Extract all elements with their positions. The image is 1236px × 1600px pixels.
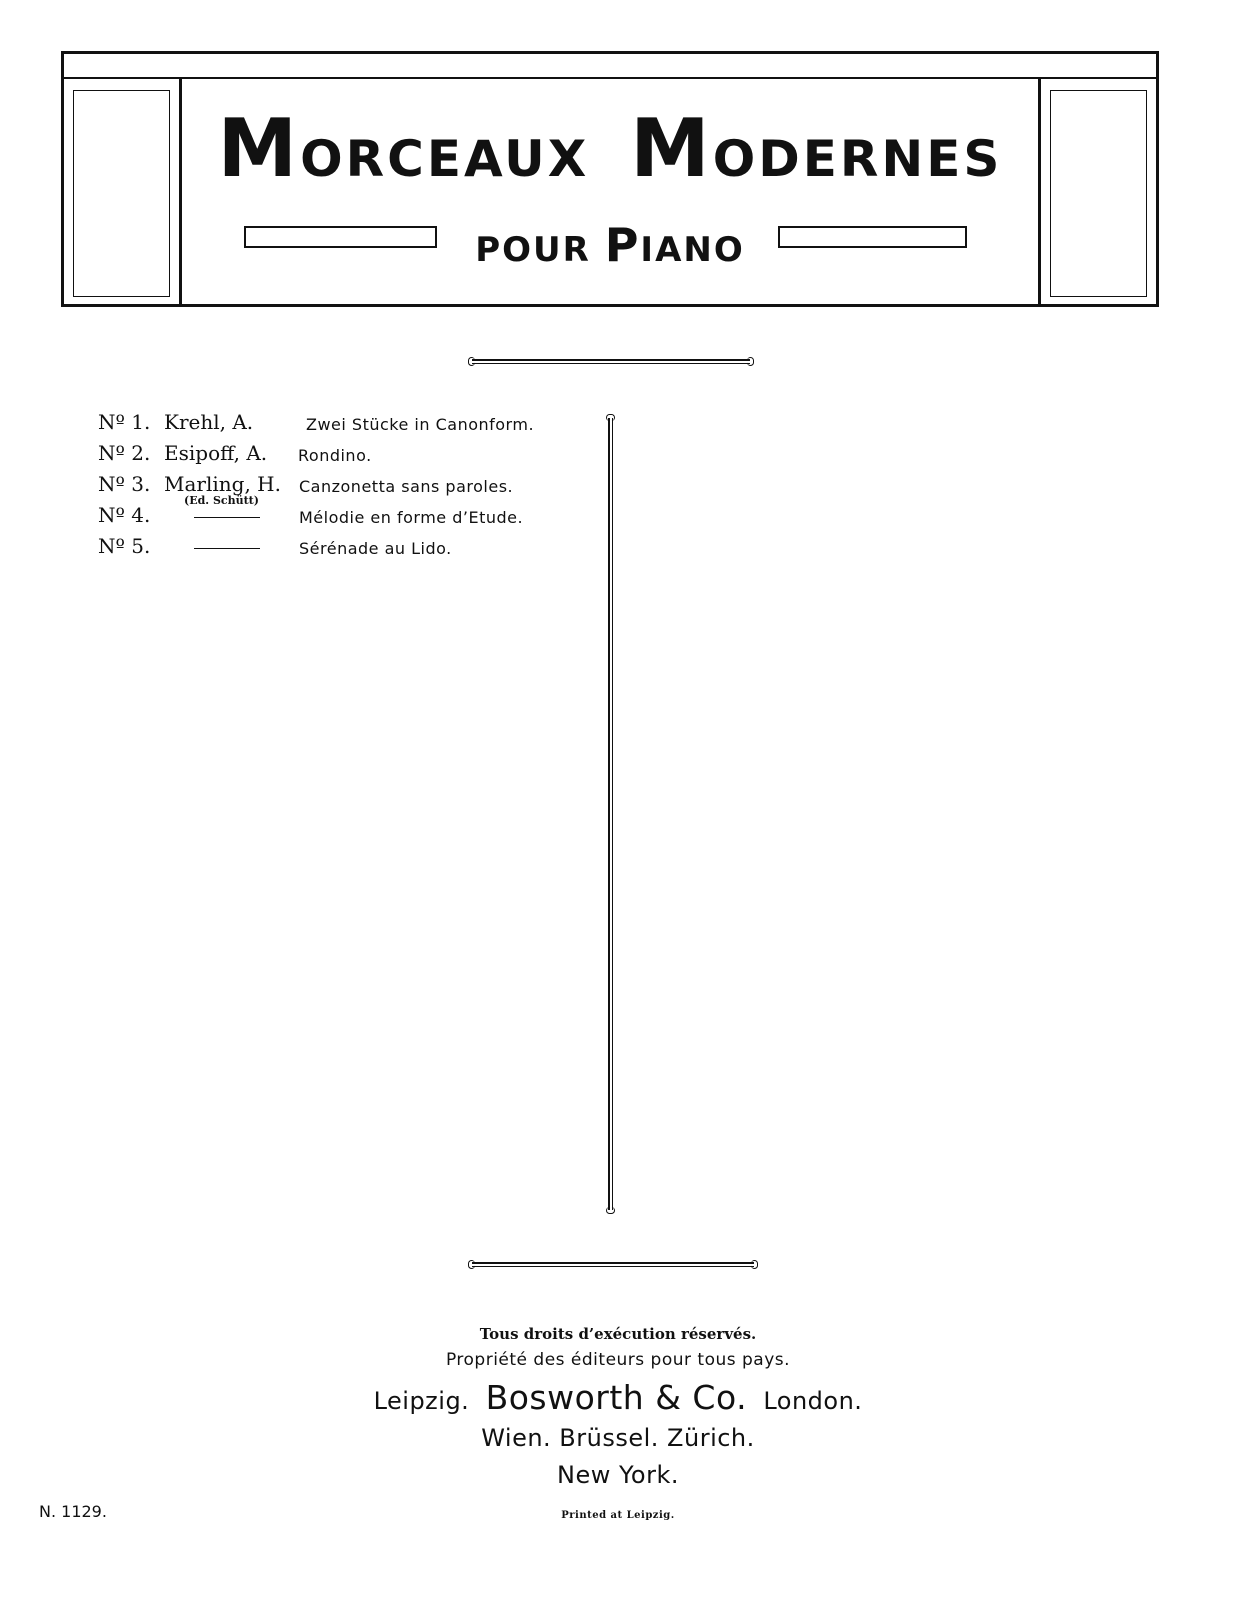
left-ornament-panel	[64, 79, 182, 304]
item-number: Nº 5.	[98, 534, 151, 558]
city-left: Leipzig.	[373, 1387, 470, 1415]
list-item	[98, 410, 598, 441]
title-frame	[61, 51, 1159, 307]
title-word-1: ORCEAUX	[300, 130, 590, 188]
city-right: London.	[763, 1387, 863, 1415]
publisher-line	[0, 1378, 1236, 1417]
subtitle-word-2: IANO	[640, 230, 745, 270]
plate-number: N. 1129.	[39, 1502, 107, 1521]
right-ornament-panel	[1038, 79, 1156, 304]
frame-top-band	[64, 77, 1156, 79]
subtitle-word-1: POUR	[475, 230, 591, 270]
work-title: Sérénade au Lido.	[299, 539, 452, 558]
list-item	[98, 472, 598, 503]
subtitle-right-box	[778, 226, 967, 248]
performance-rights-notice: Tous droits d’exécution réservés.	[479, 1325, 757, 1343]
publisher-name: Bosworth & Co.	[485, 1378, 748, 1417]
composer-name: Marling, H.	[164, 472, 281, 496]
page-title	[184, 102, 1036, 195]
subtitle-row	[184, 214, 1036, 272]
list-item	[98, 494, 598, 534]
title-word-2: ODERNES	[712, 130, 1003, 188]
subtitle-initial: P	[604, 218, 641, 272]
right-panel-inner-box	[1050, 90, 1147, 297]
composer-name: Krehl, A.	[164, 410, 254, 434]
contents-list	[98, 410, 598, 565]
bottom-ornamental-rule	[472, 1262, 754, 1267]
item-number: Nº 4.	[98, 503, 151, 527]
work-title: Canzonetta sans paroles.	[299, 477, 514, 496]
item-number: Nº 1.	[98, 410, 151, 434]
work-title: Rondino.	[298, 446, 372, 465]
publisher-city-new-york: New York.	[556, 1461, 680, 1489]
publisher-cities: Wien. Brüssel. Zürich.	[481, 1424, 755, 1452]
title-initial-1: M	[217, 102, 301, 195]
printed-at-notice: Printed at Leipzig.	[561, 1510, 675, 1521]
vertical-ornamental-rule	[608, 418, 613, 1210]
item-number: Nº 3.	[98, 472, 151, 496]
ditto-dash	[194, 548, 260, 549]
title-initial-2: M	[630, 102, 713, 195]
item-number: Nº 2.	[98, 441, 151, 465]
editor-note: (Ed. Schütt)	[184, 494, 259, 507]
ditto-dash	[194, 517, 260, 518]
left-panel-inner-box	[73, 90, 170, 297]
ownership-notice: Propriété des éditeurs pour tous pays.	[445, 1350, 791, 1370]
work-title: Zwei Stücke in Canonform.	[306, 415, 535, 434]
composer-name: Esipoff, A.	[164, 441, 268, 465]
work-title: Mélodie en forme d’Etude.	[299, 508, 524, 527]
list-item	[98, 534, 598, 565]
list-item	[98, 441, 598, 472]
top-ornamental-rule	[472, 359, 750, 364]
